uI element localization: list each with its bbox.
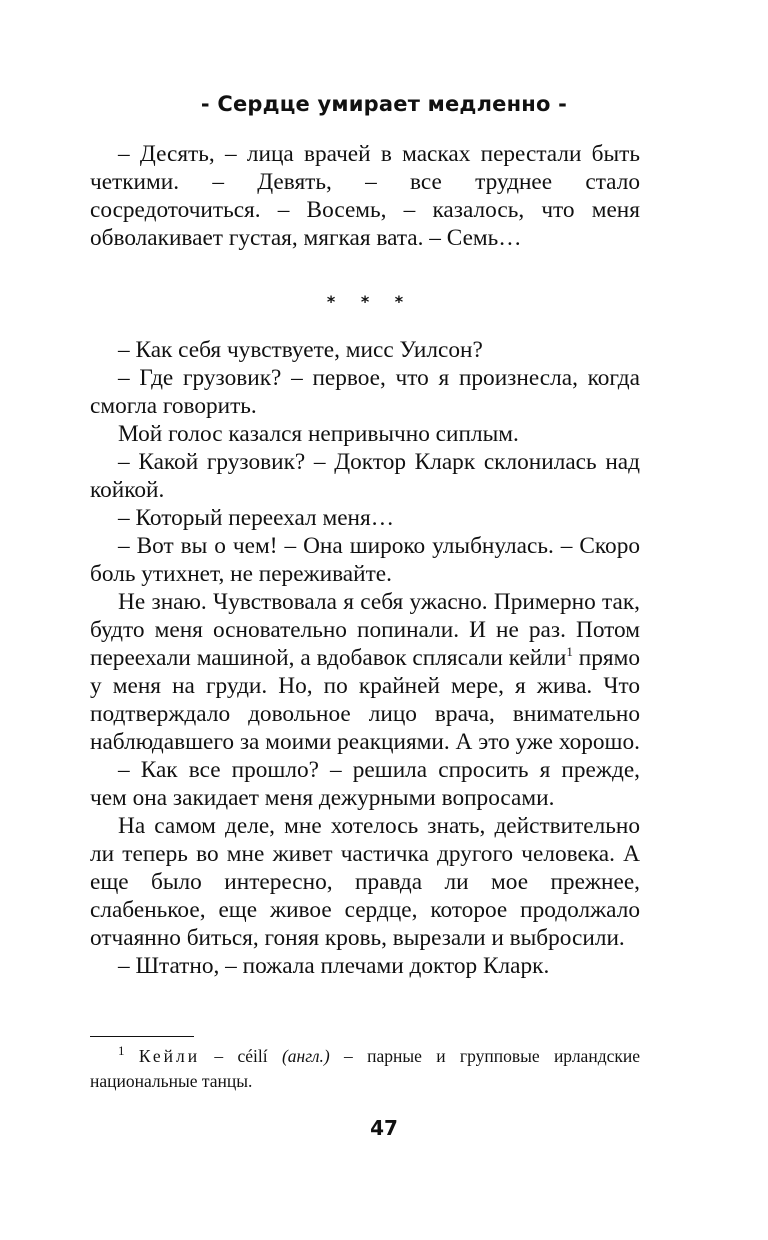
footnote-dash: –	[200, 1046, 238, 1066]
paragraph: Мой голос казался непривычно сиплым.	[118, 421, 519, 447]
footnote-language: (англ.)	[267, 1046, 330, 1066]
paragraph: – Штатно, – пожала плечами доктор Кларк.	[118, 953, 550, 979]
footnote-reference[interactable]: 1	[566, 644, 573, 660]
paragraph: – Как все прошло? – решила спросить я прежде, чем она закидает меня дежурными вопросами.	[90, 757, 640, 811]
paragraph: – Десять, – лица врачей в масках перестали быть четкими. – Девять, – все труднее стало сосредоточиться. – Восемь, – казалось, что меня обволакивает густая, мягкая вата. – Семь…	[90, 141, 640, 251]
footnote-original-word: céilí	[237, 1046, 268, 1066]
page-number: 47	[370, 1116, 398, 1140]
paragraph: – Вот вы о чем! – Она широко улыбнулась. – Скоро боль утихнет, не переживайте.	[90, 533, 640, 587]
paragraph: – Который переехал меня…	[118, 505, 395, 531]
footnote-number: 1	[118, 1043, 125, 1059]
paragraph: – Какой грузовик? – Доктор Кларк склонилась над койкой.	[90, 449, 640, 503]
footnote-divider	[90, 1036, 194, 1037]
section-separator: * * *	[326, 292, 414, 311]
body-text	[90, 140, 640, 980]
footnote-term: Кейли	[138, 1046, 201, 1066]
paragraph: – Как себя чувствуете, мисс Уилсон?	[118, 337, 483, 363]
paragraph-with-footnote	[90, 588, 640, 756]
running-header: - Сердце умирает медленно -	[200, 92, 568, 116]
paragraph-text: Не знаю. Чувствовала я себя ужасно. Примерно так, будто меня основательно попинали. И не раз. Потом переехали машиной, а вдобавок сплясали кейли	[90, 589, 640, 671]
paragraph: – Где грузовик? – первое, что я произнесла, когда смогла говорить.	[90, 365, 640, 419]
footnote-definition: – парные и групповые ирландские национальные танцы.	[90, 1046, 640, 1091]
paragraph: На самом деле, мне хотелось знать, действительно ли теперь во мне живет частичка другого человека. А еще было интересно, правда ли мое прежнее, слабенькое, еще живое сердце, которое продолжало отчаянно биться, гоняя кровь, вырезали и выбросили.	[90, 813, 640, 951]
footnote	[90, 1044, 640, 1094]
paragraph-text: прямо у меня на груди. Но, по крайней мере, я жива. Что подтверждало довольное лицо врача, внимательно наблюдавшего за моими реакциями. А это уже хорошо.	[90, 645, 640, 755]
